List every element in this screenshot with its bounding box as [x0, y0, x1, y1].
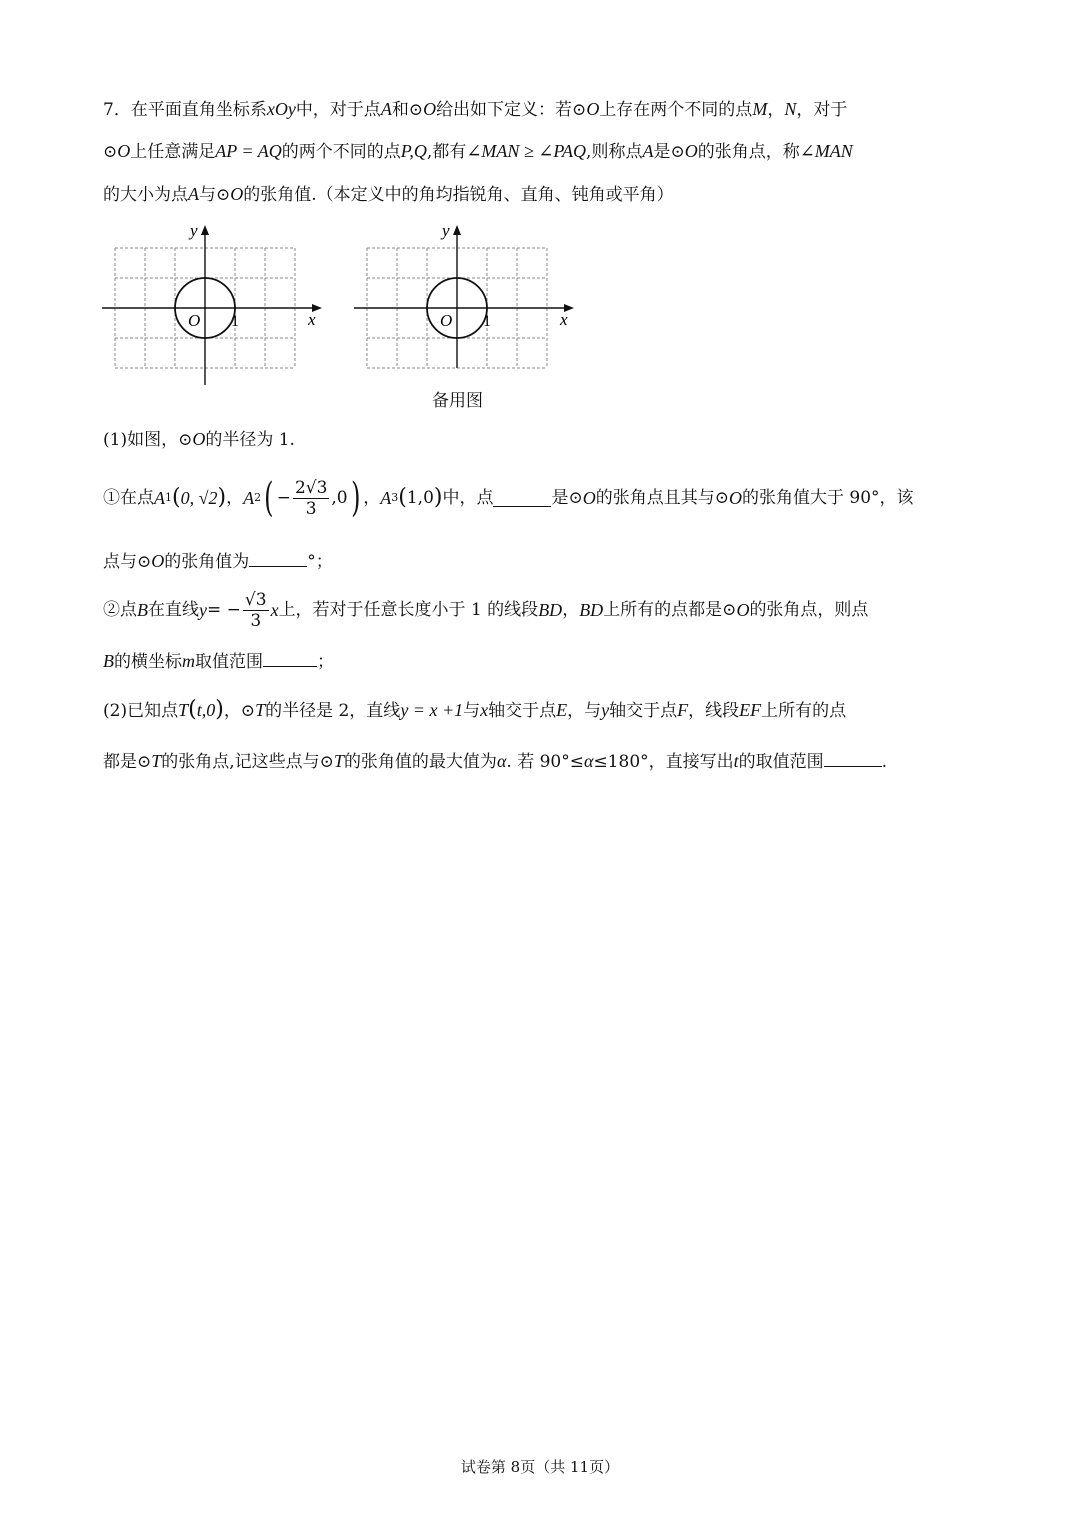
text: 上，若对于任意长度小于 1 的线段 — [278, 600, 539, 620]
text: 是⊙ — [653, 142, 685, 162]
text: . — [881, 752, 888, 772]
text: 都是⊙ — [103, 752, 152, 772]
numerator: 2√3 — [294, 477, 328, 498]
text: 上任意满足 — [130, 142, 216, 162]
unit-label: 1 — [231, 313, 239, 330]
math-A3-coord: 1,0 — [406, 488, 434, 508]
math-N: N — [784, 99, 797, 119]
denominator: 3 — [250, 610, 262, 631]
problem-line-3 — [103, 181, 983, 208]
math-A1: A — [154, 488, 165, 508]
x-label: x — [560, 310, 568, 329]
text: 点与⊙ — [103, 552, 152, 572]
part1-intro — [103, 426, 983, 453]
math-inequality: ∠MAN ≥ ∠PAQ — [466, 141, 587, 161]
text: 的张角点，则点 — [749, 600, 869, 620]
coordinate-figure-right — [352, 220, 582, 390]
x-label: x — [308, 310, 316, 329]
text: 的半径为 1. — [205, 430, 295, 450]
text: 上存在两个不同的点 — [599, 100, 753, 120]
text: ， — [363, 488, 381, 508]
math-T: T — [178, 700, 189, 720]
subscript: 1 — [165, 491, 172, 504]
math-m: m — [182, 651, 195, 671]
math-F: F — [677, 700, 689, 720]
math-equals: = − — [207, 600, 241, 620]
figure-caption: 备用图 — [432, 391, 483, 411]
math-O: O — [423, 99, 437, 119]
math-O: O — [117, 141, 131, 161]
text: ，⊙ — [223, 701, 256, 721]
math-x: x — [270, 600, 279, 620]
math-M: M — [752, 99, 768, 119]
math-O: O — [728, 488, 742, 508]
math-O: O — [586, 99, 600, 119]
text: 的取值范围 — [738, 752, 824, 772]
paren: ( — [188, 697, 197, 722]
answer-blank[interactable] — [824, 750, 882, 767]
paren: ( — [172, 485, 181, 510]
math-O: O — [192, 429, 206, 449]
math-O: O — [151, 551, 165, 571]
answer-blank[interactable] — [263, 650, 317, 667]
text: 是⊙ — [551, 488, 583, 508]
math-A: A — [642, 141, 654, 161]
text: 的半径是 2，直线 — [265, 701, 401, 721]
answer-blank[interactable] — [493, 490, 551, 507]
math-equation: AP = AQ — [215, 141, 282, 161]
math-xoy: xOy — [266, 99, 296, 119]
text: ， — [562, 600, 580, 620]
text: 上所有的点 — [761, 701, 847, 721]
paren: ) — [433, 485, 443, 510]
text: 的张角值为 — [164, 552, 250, 572]
math-y: y — [199, 600, 207, 620]
text: ①在点 — [103, 488, 154, 508]
text: 的张角值大于 90°，该 — [741, 488, 914, 508]
text: . 若 90°≤ — [506, 752, 584, 772]
math-A2: A — [243, 488, 255, 508]
math-B: B — [137, 600, 148, 620]
page-footer: 试卷第 8页（共 11页） — [460, 1458, 620, 1476]
problem-line-1 — [103, 96, 983, 123]
math-O: O — [736, 600, 750, 620]
paren: ) — [350, 475, 361, 521]
y-label: y — [190, 221, 198, 240]
part2-line1 — [103, 697, 983, 724]
part2-line2 — [103, 748, 983, 775]
y-axis-arrow — [453, 225, 461, 235]
text: 的张角值的最大值为 — [343, 752, 497, 772]
minus: − — [276, 488, 291, 508]
text: ,都有 — [426, 142, 467, 162]
math-O: O — [230, 184, 244, 204]
math-PQ: P,Q — [400, 141, 427, 161]
math-line-equation: y = x +1 — [400, 700, 464, 720]
math-E: E — [556, 700, 568, 720]
text: 的张角点,记这些点与⊙ — [161, 752, 334, 772]
part1-question2-line2 — [103, 648, 983, 675]
math-T: T — [255, 700, 266, 720]
math-angle: ∠MAN — [799, 141, 853, 161]
problem-line-2 — [103, 138, 983, 165]
math-EF: EF — [739, 700, 762, 720]
y-axis-arrow — [201, 225, 209, 235]
text: ， — [767, 100, 785, 120]
text: ,则称点 — [586, 142, 643, 162]
text: 上所有的点都是⊙ — [603, 600, 737, 620]
part1-question1-line2 — [103, 548, 983, 575]
math-alpha: α — [496, 751, 507, 771]
fraction — [293, 478, 329, 519]
text: ,0 — [331, 488, 348, 508]
text: 取值范围 — [195, 652, 263, 672]
text: 7．在平面直角坐标系 — [103, 100, 267, 120]
math-T: T — [151, 751, 162, 771]
text: 的横坐标 — [114, 652, 182, 672]
math-t: t — [733, 751, 739, 771]
math-BD: BD — [579, 600, 604, 620]
math-A3: A — [380, 488, 392, 508]
math-BD: BD — [538, 600, 563, 620]
text: 的大小为点 — [103, 185, 188, 205]
text: °； — [307, 552, 333, 572]
text: 轴交于点 — [609, 701, 678, 721]
math-A1-coord: 0, √2 — [180, 488, 218, 508]
text: 中，对于点 — [295, 100, 381, 120]
text: ②点 — [103, 600, 137, 620]
text: ≤180°，直接写出 — [593, 752, 734, 772]
math-A: A — [188, 184, 199, 204]
paren: ) — [215, 697, 224, 722]
text: 在直线 — [148, 600, 199, 620]
text: ， — [226, 488, 244, 508]
text: ，与 — [567, 701, 602, 721]
math-T: T — [333, 751, 344, 771]
text: 给出如下定义：若⊙ — [436, 100, 587, 120]
coordinate-figure-left — [100, 220, 330, 390]
unit-label: 1 — [483, 313, 491, 330]
text: ，线段 — [688, 701, 740, 721]
answer-blank[interactable] — [249, 550, 307, 567]
subscript: 2 — [254, 491, 262, 504]
math-O: O — [684, 141, 698, 161]
paren: ) — [217, 485, 227, 510]
text: (2)已知点 — [103, 701, 179, 721]
denominator: 3 — [305, 498, 317, 519]
text: 与 — [463, 701, 481, 721]
text: 与⊙ — [199, 185, 231, 205]
part1-question2-line1 — [103, 584, 983, 636]
text: 的张角值.（本定义中的角均指锐角、直角、钝角或平角） — [243, 185, 674, 205]
part1-question1-line1 — [103, 472, 983, 524]
math-y: y — [601, 700, 610, 720]
text: ⊙ — [103, 142, 118, 162]
math-alpha: α — [583, 751, 594, 771]
math-T-coord: t,0 — [196, 700, 216, 720]
text: (1)如图，⊙ — [103, 430, 193, 450]
text: 轴交于点 — [488, 701, 557, 721]
origin-label: O — [440, 311, 453, 330]
paren: ( — [398, 485, 407, 510]
fraction — [243, 590, 269, 631]
text: 中，点 — [442, 488, 494, 508]
origin-label: O — [188, 311, 201, 330]
text: 的张角点且其与⊙ — [595, 488, 729, 508]
text: ； — [317, 652, 334, 672]
text: 的两个不同的点 — [281, 142, 401, 162]
math-x: x — [480, 700, 489, 720]
subscript: 3 — [391, 491, 399, 504]
text: ，对于 — [796, 100, 848, 120]
math-B: B — [103, 651, 114, 671]
math-A: A — [380, 99, 392, 119]
text: 和⊙ — [391, 100, 424, 120]
numerator: √3 — [244, 589, 267, 610]
text: 的张角点，称 — [697, 142, 800, 162]
paren: ( — [264, 475, 274, 521]
y-label: y — [442, 221, 450, 240]
math-O: O — [582, 488, 596, 508]
